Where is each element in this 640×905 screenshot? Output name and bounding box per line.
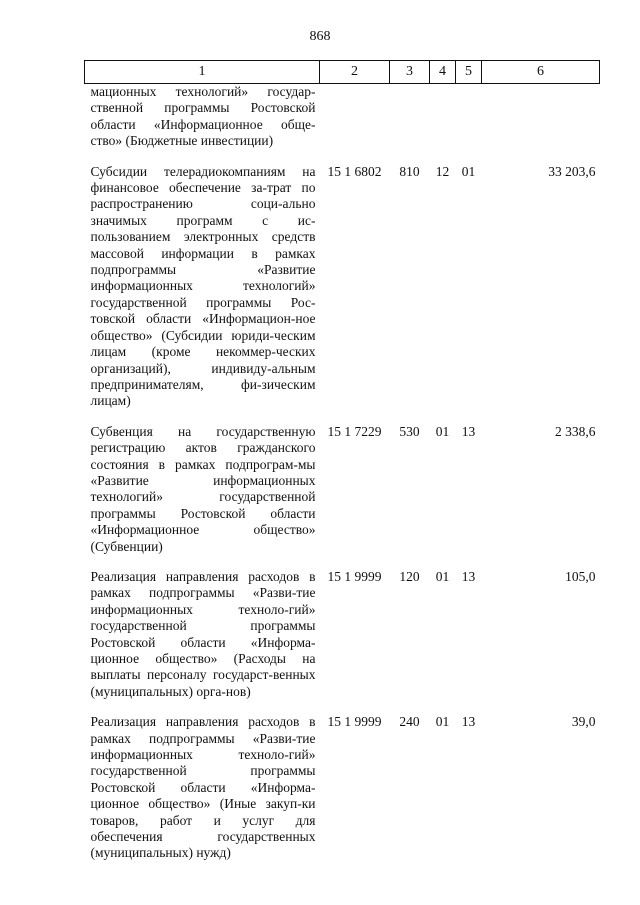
row-section: 01 bbox=[435, 714, 450, 730]
row-amount bbox=[482, 84, 600, 164]
row-amount: 39,0 bbox=[571, 714, 596, 730]
row-section: 01 bbox=[435, 423, 450, 439]
row-subsection: 13 bbox=[461, 714, 476, 730]
row-subsection: 13 bbox=[461, 423, 476, 439]
header-col-4: 4 bbox=[430, 61, 456, 84]
row-description: Реализация направления расходов в рамках подпрограммы «Разви-тие информационных техноло-гий» государственной программы Ростовской области «Информа-ционное общество» (Иные закуп-ки товаров, работ и услуг для обеспечения государственных (муниципальных) нужд) bbox=[90, 714, 316, 861]
row-expense-type: 810 bbox=[399, 163, 420, 179]
table-row bbox=[85, 569, 600, 714]
header-col-5: 5 bbox=[456, 61, 482, 84]
row-section bbox=[430, 84, 456, 164]
row-target-code: 15 1 9999 bbox=[327, 568, 382, 584]
row-amount: 2 338,6 bbox=[555, 423, 596, 439]
row-section: 12 bbox=[435, 163, 450, 179]
row-description: мационных технологий» государ-ственной программы Ростовской области «Информационное обще-ство» (Бюджетные инвестиции) bbox=[90, 84, 316, 149]
header-col-1: 1 bbox=[85, 61, 320, 84]
row-section: 01 bbox=[435, 568, 450, 584]
row-target-code: 15 1 9999 bbox=[327, 714, 382, 730]
table-header bbox=[85, 61, 600, 84]
header-col-2: 2 bbox=[320, 61, 390, 84]
table-row bbox=[85, 424, 600, 569]
table-body bbox=[85, 84, 600, 862]
row-target-code: 15 1 6802 bbox=[327, 163, 382, 179]
header-col-6: 6 bbox=[482, 61, 600, 84]
row-target-code: 15 1 7229 bbox=[327, 423, 382, 439]
row-expense-type: 120 bbox=[399, 568, 420, 584]
budget-table bbox=[84, 60, 600, 862]
row-target-code bbox=[320, 84, 390, 164]
header-col-3: 3 bbox=[390, 61, 430, 84]
row-subsection: 13 bbox=[461, 568, 476, 584]
row-amount: 33 203,6 bbox=[548, 163, 596, 179]
row-description: Субвенция на государственную регистрацию актов гражданского состояния в рамках подпрограм-мы «Развитие информационных технологий» государственной программы Ростовской области «Информационное общество» (Субвенции) bbox=[90, 423, 316, 554]
row-subsection: 01 bbox=[461, 163, 476, 179]
row-expense-type bbox=[390, 84, 430, 164]
table-row bbox=[85, 714, 600, 862]
row-description: Субсидии телерадиокомпаниям на финансовое обеспечение за-трат по распространению соци-ально значимых программ с ис-пользованием электронных средств массовой информации в рамках подпрограммы «Развитие информационных технологий» государственной программы Рос-товской области «Информацион-ное общество» (Субсидии юриди-ческим лицам (кроме некоммер-ческих организаций), индивиду-альным предпринимателям, фи-зическим лицам) bbox=[90, 163, 316, 409]
header-row bbox=[85, 61, 600, 84]
table-row bbox=[85, 84, 600, 164]
page-number: 868 bbox=[309, 29, 331, 44]
row-amount: 105,0 bbox=[565, 568, 596, 584]
row-subsection bbox=[456, 84, 482, 164]
row-description: Реализация направления расходов в рамках подпрограммы «Разви-тие информационных техноло-гий» государственной программы Ростовской области «Информа-ционное общество» (Расходы на выплаты персоналу государст-венных (муниципальных) орга-нов) bbox=[90, 568, 316, 699]
row-expense-type: 240 bbox=[399, 714, 420, 730]
table-row bbox=[85, 164, 600, 424]
row-expense-type: 530 bbox=[399, 423, 420, 439]
